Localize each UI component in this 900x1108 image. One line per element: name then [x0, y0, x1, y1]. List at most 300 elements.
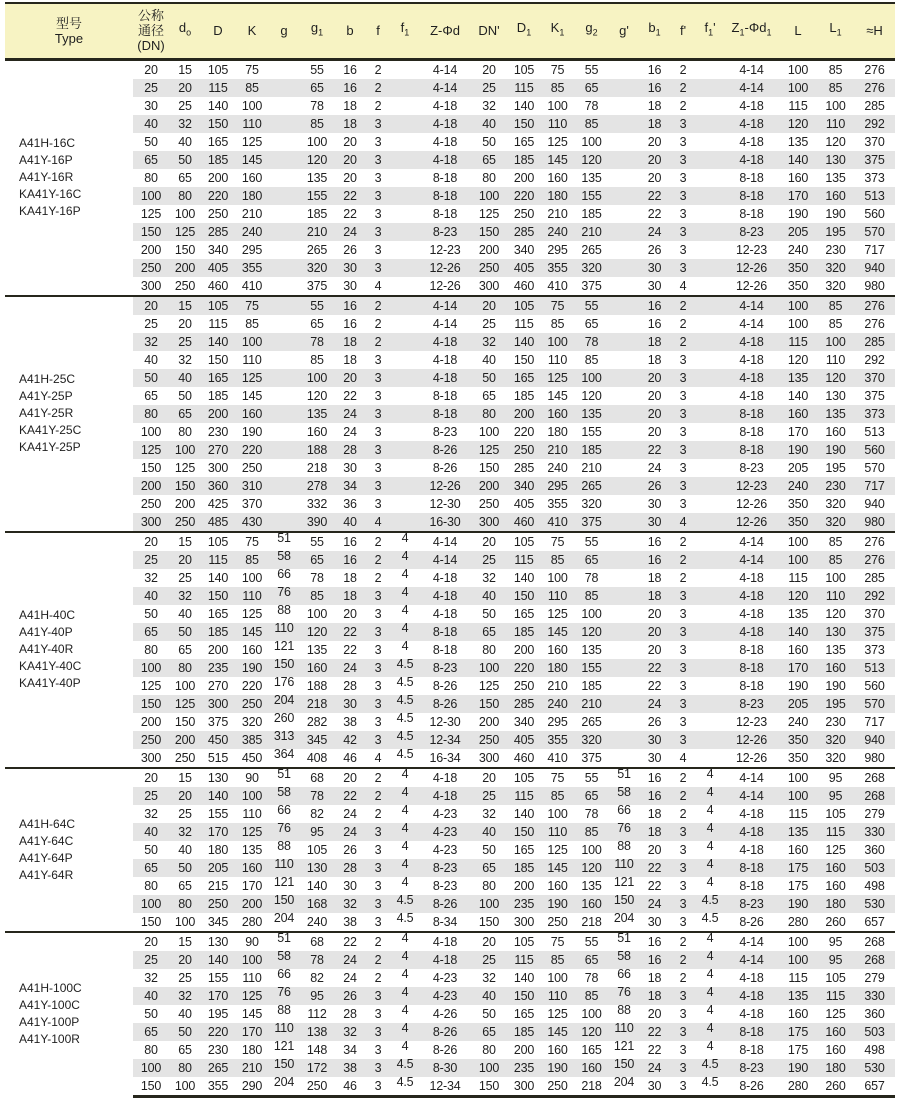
cell: 18 — [343, 570, 357, 585]
cell: 100 — [133, 659, 169, 677]
cell: 268 — [854, 932, 895, 951]
table-row — [5, 951, 895, 969]
cell: 22 — [639, 441, 670, 459]
cell: 385 — [235, 731, 269, 749]
cell: 265 — [574, 477, 609, 495]
cell: 110 — [269, 859, 299, 877]
cell: 170 — [241, 878, 263, 893]
cell: 278 — [299, 477, 335, 495]
cell: 80 — [133, 405, 169, 423]
cell: 18 — [647, 570, 662, 585]
table-row — [5, 387, 895, 405]
cell: 4-18 — [739, 134, 764, 149]
cell: 40 — [178, 842, 192, 857]
cell: 498 — [864, 878, 885, 893]
cell: 220 — [201, 187, 235, 205]
cell — [696, 241, 724, 259]
cell: 100 — [581, 134, 602, 149]
cell — [696, 59, 724, 79]
cell: 3 — [374, 206, 382, 221]
cell — [696, 223, 724, 241]
cell: 25 — [133, 951, 169, 969]
cell: 32 — [482, 98, 496, 113]
cell: 250 — [513, 206, 535, 221]
cell: 3 — [374, 1042, 382, 1057]
cell: 292 — [864, 352, 885, 367]
cell: 410 — [241, 278, 263, 293]
cell: 4-18 — [419, 333, 471, 351]
cell: 155 — [207, 970, 229, 985]
cell: 185 — [201, 623, 235, 641]
cell: 32 — [144, 970, 158, 985]
cell: 135 — [779, 987, 817, 1005]
cell — [269, 97, 299, 115]
cell: 30 — [639, 259, 670, 277]
cell: 75 — [235, 532, 269, 551]
cell: 8-18 — [419, 623, 471, 641]
cell: 65 — [471, 859, 507, 877]
cell: 120 — [825, 134, 846, 149]
cell: 150 — [169, 477, 201, 495]
cell: 3 — [679, 352, 687, 367]
cell: 160 — [547, 1042, 568, 1057]
cell: 4-18 — [739, 606, 764, 621]
cell: 4-18 — [739, 970, 764, 985]
cell: 12-26 — [724, 513, 779, 532]
cell: 20 — [335, 768, 365, 787]
table-row — [5, 749, 895, 768]
cell — [269, 296, 299, 315]
cell: 4 — [401, 602, 409, 617]
cell: 130 — [299, 859, 335, 877]
cell — [269, 133, 299, 151]
cell: 240 — [235, 223, 269, 241]
cell: 32 — [178, 352, 192, 367]
cell: 95 — [817, 951, 854, 969]
cell: 450 — [201, 731, 235, 749]
cell: 26 — [343, 242, 357, 257]
cell: 210 — [581, 460, 602, 475]
table-row — [5, 677, 895, 695]
cell: 22 — [647, 206, 662, 221]
cell: 25 — [471, 79, 507, 97]
cell: 2 — [365, 296, 391, 315]
cell: 250 — [541, 1077, 574, 1097]
cell: 20 — [471, 296, 507, 315]
cell: 100 — [547, 970, 568, 985]
cell: 18 — [335, 115, 365, 133]
cell: 32 — [482, 970, 496, 985]
cell: 24 — [335, 951, 365, 969]
cell: 190 — [241, 424, 263, 439]
cell — [391, 79, 419, 97]
cell: 78 — [299, 333, 335, 351]
cell: 150 — [507, 987, 541, 1005]
cell — [391, 169, 419, 187]
cell: 58 — [609, 951, 639, 969]
cell — [696, 495, 724, 513]
cell: 135 — [825, 170, 846, 185]
cell: 4 — [401, 838, 409, 853]
cell: 3 — [670, 187, 696, 205]
cell: 185 — [201, 151, 235, 169]
cell: 355 — [547, 496, 568, 511]
cell: 200 — [478, 714, 500, 729]
table-row — [5, 187, 895, 205]
cell: 279 — [864, 806, 885, 821]
cell — [609, 296, 639, 315]
cell: 295 — [541, 477, 574, 495]
model-label: A41Y-40P — [19, 625, 73, 639]
cell: 12-26 — [736, 750, 767, 765]
cell: 250 — [207, 206, 229, 221]
cell: 513 — [864, 424, 885, 439]
cell: 12-26 — [724, 259, 779, 277]
cell: 22 — [343, 206, 357, 221]
cell — [391, 495, 419, 513]
cell: 3 — [670, 823, 696, 841]
cell: 25 — [178, 970, 192, 985]
table-row — [5, 969, 895, 987]
cell — [609, 315, 639, 333]
cell: 32 — [144, 570, 158, 585]
cell: 130 — [201, 932, 235, 951]
cell: 300 — [207, 460, 229, 475]
cell: 78 — [584, 970, 599, 985]
cell: 120 — [779, 115, 817, 133]
cell — [269, 277, 299, 296]
cell: 115 — [779, 333, 817, 351]
cell: 268 — [854, 951, 895, 969]
cell: 3 — [679, 1042, 687, 1057]
cell: 320 — [817, 731, 854, 749]
cell: 340 — [513, 242, 535, 257]
table-row — [5, 59, 895, 79]
cell: 105 — [201, 532, 235, 551]
cell: 65 — [584, 316, 599, 331]
cell: 2 — [374, 62, 382, 77]
cell — [391, 133, 419, 151]
table-row — [5, 513, 895, 532]
cell: 3 — [365, 987, 391, 1005]
cell: 68 — [299, 768, 335, 787]
cell: 165 — [513, 134, 535, 149]
cell: 8-18 — [432, 388, 458, 403]
cell: 170 — [201, 987, 235, 1005]
cell: 155 — [581, 424, 602, 439]
table-row — [5, 623, 895, 641]
cell: 360 — [864, 1006, 885, 1021]
cell: 250 — [471, 259, 507, 277]
cell: 110 — [825, 352, 846, 367]
cell — [269, 59, 299, 79]
cell: 8-23 — [419, 659, 471, 677]
cell: 170 — [787, 424, 809, 439]
cell: 24 — [639, 223, 670, 241]
cell: 22 — [647, 878, 662, 893]
cell: 3 — [670, 441, 696, 459]
cell: 110 — [242, 806, 262, 821]
cell: 125 — [133, 441, 169, 459]
cell: 4 — [391, 1023, 419, 1041]
cell: 300 — [478, 278, 500, 293]
table-row — [5, 641, 895, 659]
cell: 85 — [817, 296, 854, 315]
cell: 300 — [471, 513, 507, 532]
cell: 355 — [541, 731, 574, 749]
cell: 78 — [310, 98, 324, 113]
cell: 40 — [335, 513, 365, 532]
cell: 150 — [133, 223, 169, 241]
cell: 80 — [482, 878, 496, 893]
cell: 140 — [507, 333, 541, 351]
cell — [609, 187, 639, 205]
cell: 180 — [817, 895, 854, 913]
cell: 980 — [864, 278, 885, 293]
cell: 2 — [374, 806, 382, 821]
cell: 51 — [269, 532, 299, 551]
cell: 80 — [169, 895, 201, 913]
cell: 12-26 — [724, 731, 779, 749]
cell: 115 — [507, 79, 541, 97]
cell: 4-14 — [724, 932, 779, 951]
cell: 120 — [299, 623, 335, 641]
cell: 364 — [273, 746, 295, 761]
cell — [609, 151, 639, 169]
cell: 75 — [541, 296, 574, 315]
cell: 2 — [365, 932, 391, 951]
cell: 300 — [140, 750, 162, 765]
cell: 130 — [825, 388, 846, 403]
cell: 3 — [670, 1077, 696, 1097]
cell — [696, 333, 724, 351]
cell — [391, 315, 419, 333]
cell: 195 — [825, 460, 846, 475]
cell: 4-18 — [432, 606, 458, 621]
table-row — [5, 115, 895, 133]
cell: 150 — [201, 115, 235, 133]
cell — [609, 79, 639, 97]
cell — [269, 369, 299, 387]
cell: 32 — [133, 333, 169, 351]
cell: 240 — [541, 695, 574, 713]
cell: 4 — [706, 966, 714, 981]
cell — [609, 405, 639, 423]
cell: 200 — [133, 477, 169, 495]
cell: 4-18 — [432, 570, 458, 585]
cell: 32 — [169, 587, 201, 605]
cell: 8-18 — [724, 441, 779, 459]
cell: 2 — [670, 333, 696, 351]
col-header-9: $f_1$ — [391, 3, 419, 59]
cell: 34 — [343, 1042, 357, 1057]
cell: 25 — [144, 316, 158, 331]
cell: 8-18 — [739, 206, 764, 221]
cell: 150 — [140, 460, 162, 475]
cell: 200 — [169, 259, 201, 277]
cell: 265 — [581, 714, 602, 729]
cell: 50 — [169, 623, 201, 641]
cell: 3 — [374, 914, 382, 929]
cell — [696, 569, 724, 587]
cell: 4-14 — [419, 551, 471, 569]
cell — [391, 296, 419, 315]
cell: 530 — [854, 895, 895, 913]
model-label: A41H-16C — [19, 136, 76, 150]
cell: 300 — [507, 1077, 541, 1097]
model-label: KA41Y-25P — [19, 440, 81, 454]
cell: 3 — [365, 223, 391, 241]
cell: 160 — [787, 642, 809, 657]
cell: 4.5 — [391, 731, 419, 749]
cell: 15 — [169, 296, 201, 315]
cell: 180 — [207, 842, 229, 857]
cell: 460 — [513, 278, 535, 293]
cell: 85 — [541, 951, 574, 969]
cell: 65 — [178, 642, 192, 657]
cell: 200 — [513, 878, 535, 893]
cell: 145 — [547, 388, 568, 403]
cell: 250 — [471, 731, 507, 749]
cell: 4-18 — [739, 570, 764, 585]
cell: 40 — [471, 115, 507, 133]
table-row — [5, 151, 895, 169]
col-header-2: $d_o$ — [169, 3, 201, 59]
cell — [269, 205, 299, 223]
cell: 20 — [647, 388, 662, 403]
cell: 355 — [541, 259, 574, 277]
cell: 4-14 — [724, 768, 779, 787]
cell — [609, 333, 639, 351]
model-label: A41Y-25R — [19, 406, 74, 420]
cell: 980 — [854, 513, 895, 532]
cell: 135 — [779, 823, 817, 841]
cell: 4-18 — [724, 333, 779, 351]
table-row — [5, 277, 895, 296]
cell: 65 — [299, 551, 335, 569]
table-row — [5, 787, 895, 805]
cell: 8-26 — [432, 460, 458, 475]
cell: 430 — [235, 513, 269, 532]
cell: 100 — [581, 842, 602, 857]
table-row — [5, 369, 895, 387]
cell: 4.5 — [391, 695, 419, 713]
cell: 18 — [639, 987, 670, 1005]
cell: 4.5 — [391, 895, 419, 913]
cell: 190 — [541, 1059, 574, 1077]
col-header-5: g — [269, 3, 299, 59]
cell: 100 — [779, 79, 817, 97]
cell — [269, 259, 299, 277]
cell: 170 — [779, 659, 817, 677]
cell: 25 — [133, 551, 169, 569]
cell — [391, 423, 419, 441]
cell: 320 — [825, 278, 846, 293]
cell — [609, 223, 639, 241]
cell: 8-18 — [739, 1042, 764, 1057]
cell: 65 — [310, 316, 324, 331]
table-row — [5, 532, 895, 551]
model-label: KA41Y-16P — [19, 204, 81, 218]
cell: 2 — [670, 79, 696, 97]
cell: 3 — [365, 477, 391, 495]
cell: 110 — [541, 987, 574, 1005]
cell: 16 — [335, 296, 365, 315]
col-header-19: $Z_1-\Phi d_1$ — [724, 3, 779, 59]
cell: 498 — [864, 1042, 885, 1057]
cell: 160 — [547, 170, 568, 185]
cell: 20 — [133, 532, 169, 551]
cell — [696, 205, 724, 223]
cell — [696, 169, 724, 187]
cell: 30 — [343, 460, 357, 475]
cell: 4 — [696, 823, 724, 841]
cell: 40 — [144, 352, 158, 367]
cell: 4 — [706, 1038, 714, 1053]
cell: 4-18 — [432, 352, 458, 367]
cell: 200 — [513, 642, 535, 657]
cell: 145 — [241, 1006, 263, 1021]
cell — [696, 296, 724, 315]
cell: 85 — [817, 532, 854, 551]
cell — [609, 513, 639, 532]
cell: 12-23 — [429, 242, 461, 257]
cell — [609, 659, 639, 677]
cell — [696, 587, 724, 605]
table-row — [5, 1041, 895, 1059]
cell: 4 — [706, 874, 714, 889]
cell: 2 — [679, 970, 687, 985]
cell: 460 — [207, 278, 229, 293]
cell: 18 — [647, 970, 662, 985]
cell: 120 — [779, 587, 817, 605]
cell: 3 — [670, 587, 696, 605]
cell: 125 — [169, 695, 201, 713]
cell: 285 — [864, 570, 885, 585]
model-label: A41H-100C — [19, 981, 82, 996]
cell: 160 — [306, 424, 328, 439]
cell: 4 — [391, 587, 419, 605]
cell: 165 — [513, 842, 535, 857]
cell: 375 — [854, 623, 895, 641]
cell: 150 — [471, 695, 507, 713]
cell: 145 — [541, 623, 574, 641]
cell: 3 — [365, 369, 391, 387]
cell: 135 — [787, 606, 809, 621]
cell — [696, 277, 724, 296]
cell: 375 — [864, 388, 885, 403]
cell: 24 — [335, 223, 365, 241]
cell: 12-26 — [419, 259, 471, 277]
cell: 410 — [541, 513, 574, 532]
cell — [391, 351, 419, 369]
cell: 375 — [581, 750, 602, 765]
model-label: KA41Y-25C — [19, 423, 82, 437]
cell: 8-23 — [739, 460, 764, 475]
cell: 58 — [269, 951, 299, 969]
cell: 135 — [581, 170, 602, 185]
cell: 100 — [306, 606, 328, 621]
cell: 15 — [178, 62, 192, 77]
cell: 18 — [343, 352, 357, 367]
cell: 320 — [574, 259, 609, 277]
cell: 32 — [482, 806, 496, 821]
cell: 100 — [825, 98, 846, 113]
cell: 260 — [273, 710, 295, 725]
cell: 16 — [639, 787, 670, 805]
cell: 78 — [299, 951, 335, 969]
cell: 18 — [647, 98, 662, 113]
